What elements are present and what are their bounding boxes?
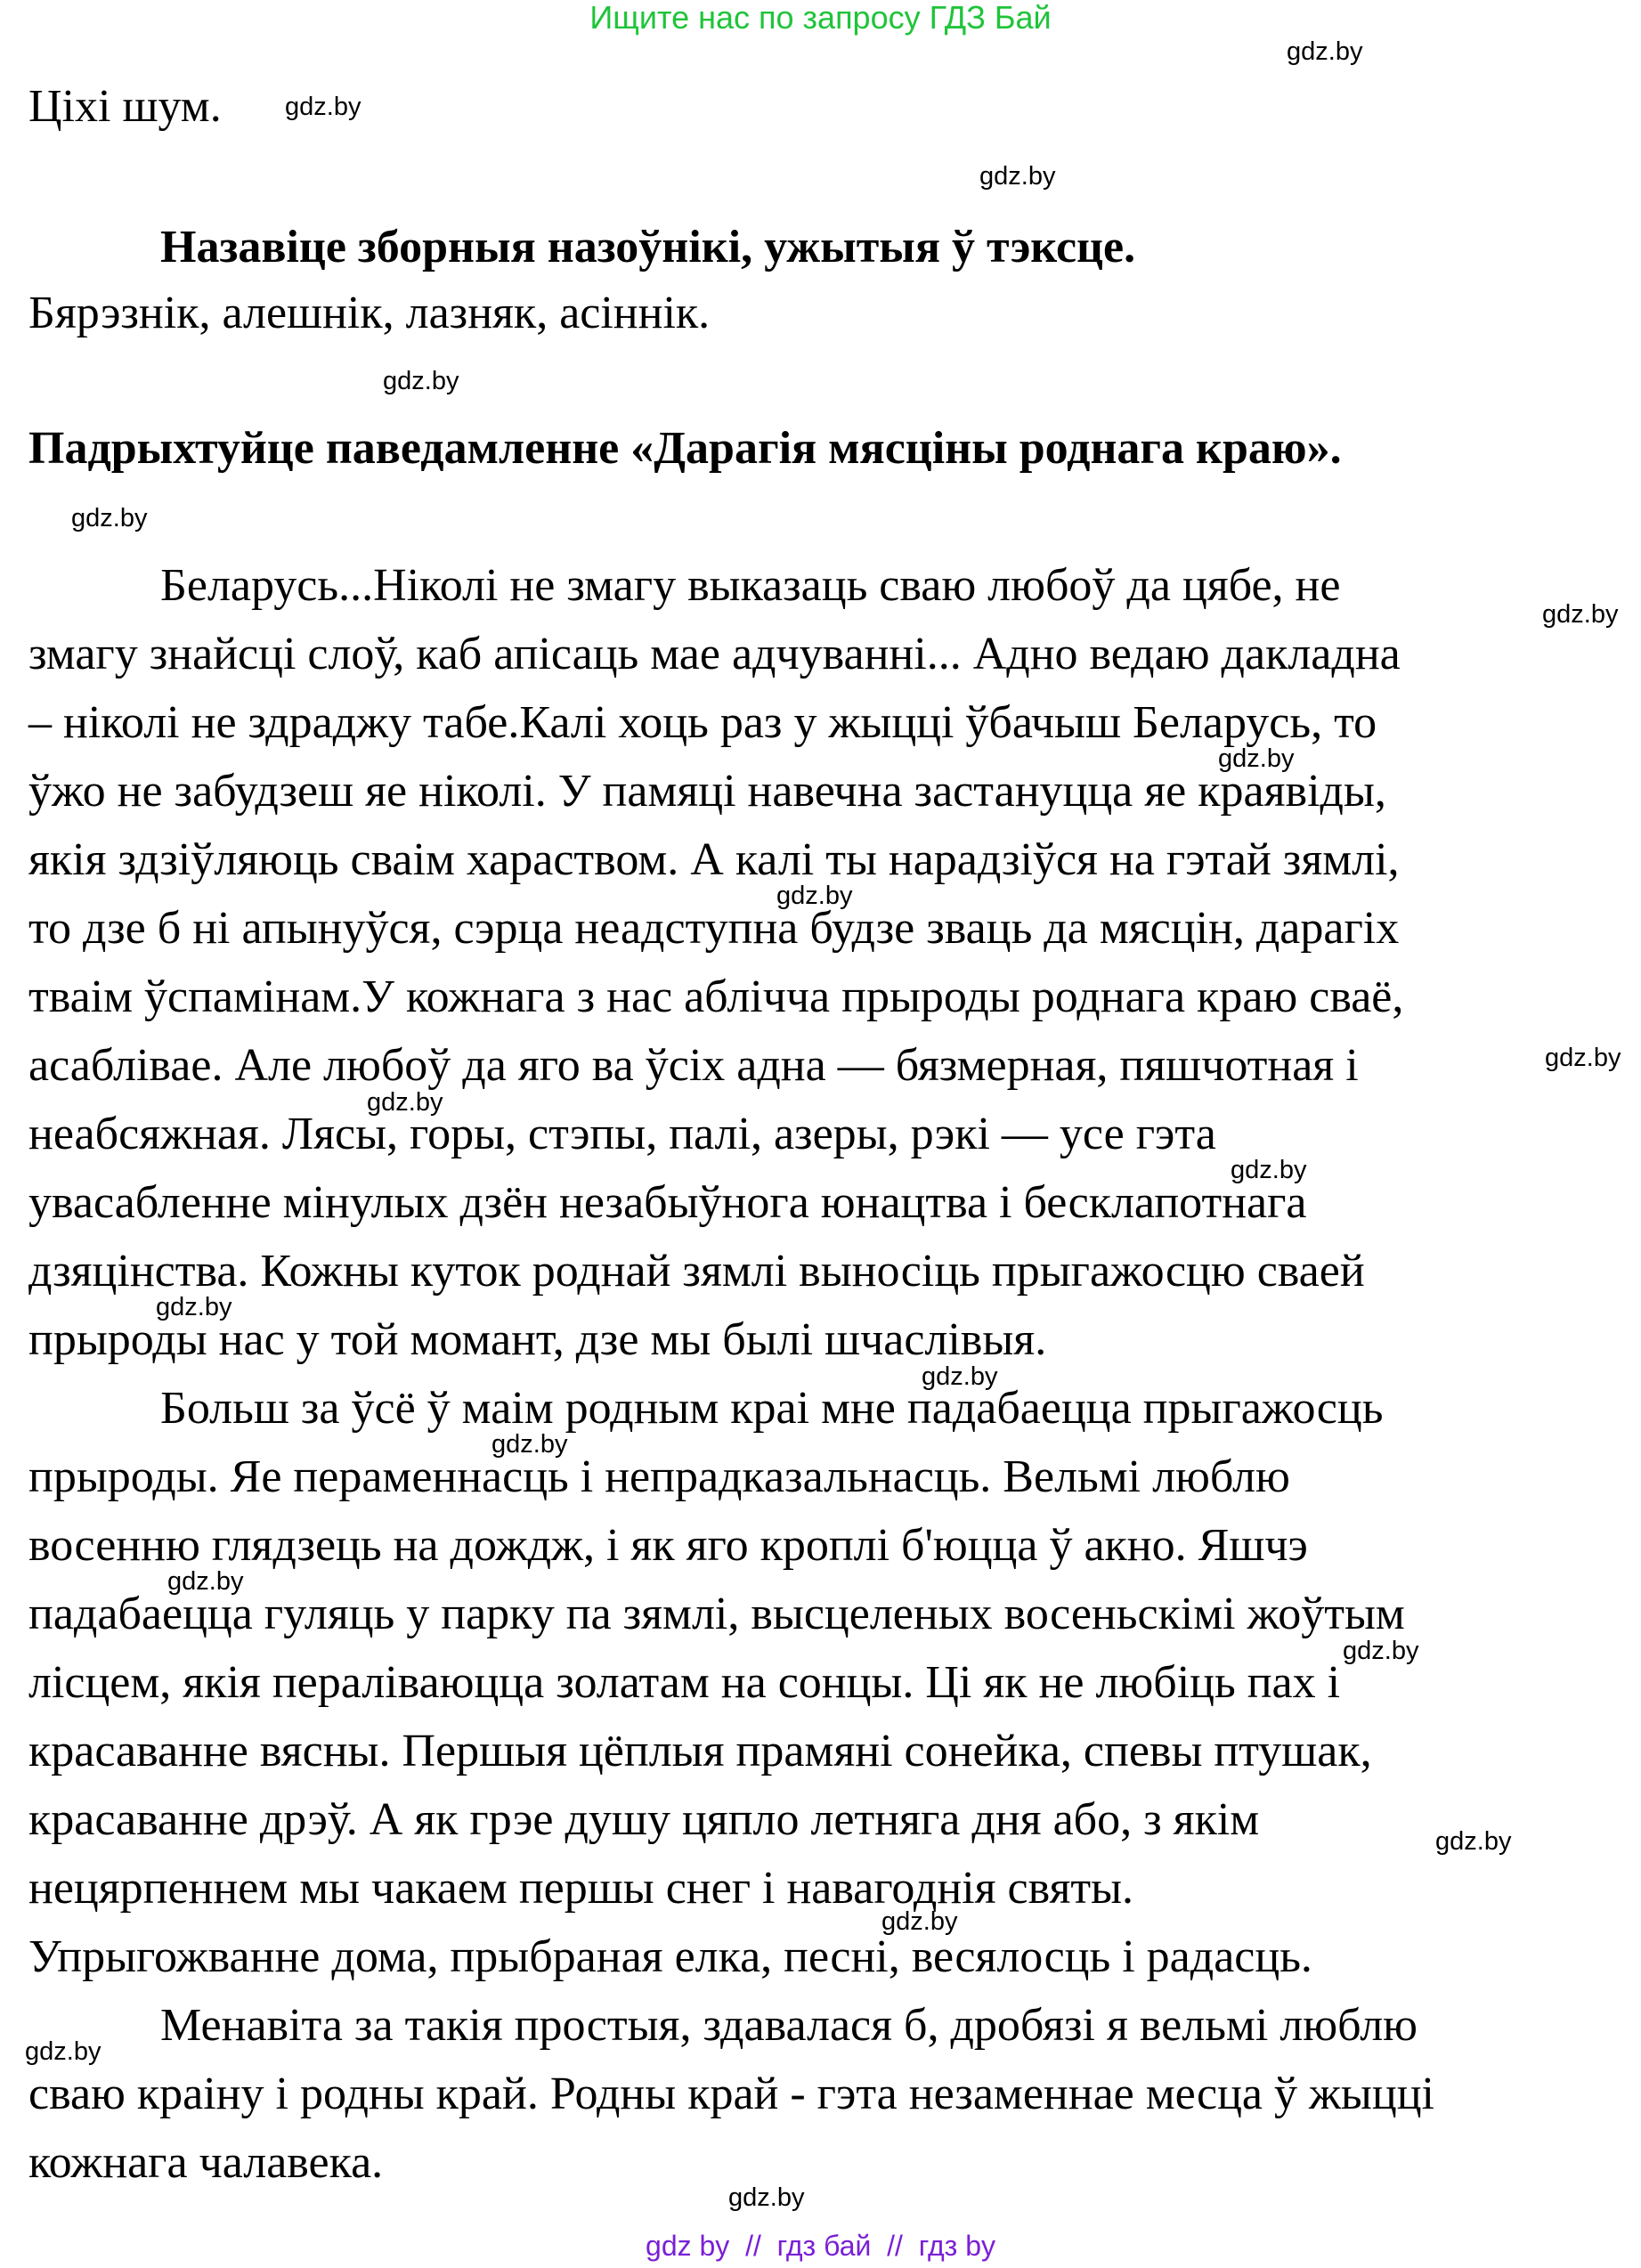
essay-line: то дзе б ні апынуўся, сэрца неадступна будзе зваць да мясцін, дарагіх: [28, 903, 1400, 954]
essay-line: асаблівае. Але любоў да яго ва ўсіх адна — бязмерная, пяшчотная і: [28, 1040, 1359, 1091]
previous-answer: Ціхі шум.: [28, 81, 222, 132]
essay-line: якія здзіўляюць сваім хараством. А калі ты нарадзіўся на гэтай зямлі,: [28, 834, 1400, 885]
watermark: gdz.by: [383, 367, 459, 395]
watermark: gdz.by: [1287, 37, 1363, 66]
watermark: gdz.by: [922, 1362, 998, 1391]
essay-line: сваю краіну і родны край. Родны край - гэта незаменнае месца ў жыцці: [28, 2069, 1434, 2119]
essay-line: восенню глядзець на дождж, і як яго кроплі б'юцца ў акно. Яшчэ: [28, 1520, 1308, 1571]
essay-line: красаванне вясны. Першыя цёплыя прамяні сонейка, спевы птушак,: [28, 1726, 1372, 1776]
essay-line: Больш за ўсё ў маім родным краі мне падабаецца прыгажосць: [160, 1383, 1384, 1434]
task-1-answer: Бярэзнік, алешнік, лазняк, асіннік.: [28, 288, 711, 338]
essay-line: Упрыгожванне дома, прыбраная елка, песні, весялосць і радасць.: [28, 1931, 1312, 1982]
essay-line: тваім ўспамінам.У кожнага з нас аблічча прыроды роднага краю сваё,: [28, 971, 1404, 1022]
essay-line: увасабленне мінулых дзён незабыўнога юнацтва і бесклапотнага: [28, 1177, 1307, 1228]
essay-line: неабсяжная. Лясы, горы, стэпы, палі, азеры, рэкі — усе гэта: [28, 1109, 1216, 1159]
watermark: gdz.by: [979, 162, 1056, 191]
watermark: gdz.by: [285, 93, 362, 121]
watermark: gdz.by: [881, 1907, 958, 1936]
essay-line: кожнага чалавека.: [28, 2137, 384, 2188]
essay-line: ўжо не забудзеш яе ніколі. У памяці навечна застануцца яе краявіды,: [28, 766, 1386, 817]
watermark: gdz.by: [491, 1430, 568, 1459]
essay-line: змагу знайсці слоў, каб апісаць мае адчуванні... Адно ведаю дакладна: [28, 629, 1401, 679]
essay-line: прыроды. Яе пераменнасць і непрадказальнасць. Вельмі люблю: [28, 1451, 1290, 1502]
watermark: gdz.by: [156, 1293, 232, 1321]
watermark: gdz.by: [728, 2183, 805, 2212]
watermark: gdz.by: [1218, 744, 1295, 773]
watermark: gdz.by: [1343, 1637, 1419, 1665]
essay-line: – ніколі не здраджу табе.Калі хоць раз у жыцці ўбачыш Беларусь, то: [28, 697, 1377, 748]
essay-line: нецярпеннем мы чакаем першы снег і навагоднія святы.: [28, 1863, 1134, 1914]
footer-links: gdz by // гдз бай // гдз by: [646, 2230, 995, 2262]
watermark: gdz.by: [71, 504, 148, 532]
essay-line: красаванне дрэў. А як грэе душу цяпло летняга дня або, з якім: [28, 1794, 1260, 1845]
essay-line: дзяцінства. Кожны куток роднай зямлі выносіць прыгажосцю сваей: [28, 1246, 1365, 1297]
task-2-title: Падрыхтуйце паведамленне «Дарагія мясціны роднага краю».: [28, 423, 1342, 474]
watermark: gdz.by: [25, 2037, 102, 2066]
watermark: gdz.by: [776, 882, 853, 910]
watermark: gdz.by: [1231, 1156, 1307, 1184]
essay-line: падабаецца гуляць у парку па зямлі, высцеленых восеньскімі жоўтым: [28, 1589, 1405, 1639]
watermark: gdz.by: [367, 1088, 443, 1117]
essay-line: прыроды нас у той момант, дзе мы былі шчаслівыя.: [28, 1314, 1047, 1365]
task-1-title: Назавіце зборныя назоўнікі, ужытыя ў тэксце.: [160, 222, 1136, 272]
essay-line: лісцем, якія пераліваюцца золатам на сонцы. Ці як не любіць пах і: [28, 1657, 1341, 1708]
watermark: gdz.by: [167, 1567, 244, 1596]
watermark: gdz.by: [1435, 1827, 1512, 1856]
watermark: gdz.by: [1542, 600, 1619, 629]
watermark: gdz.by: [1545, 1044, 1621, 1072]
top-banner: Ищите нас по запросу ГДЗ Бай: [589, 0, 1052, 36]
essay-line: Беларусь...Ніколі не змагу выказаць сваю любоў да цябе, не: [160, 560, 1341, 611]
essay-line: Менавіта за такія простыя, здавалася б, дробязі я вельмі люблю: [160, 2000, 1418, 2051]
